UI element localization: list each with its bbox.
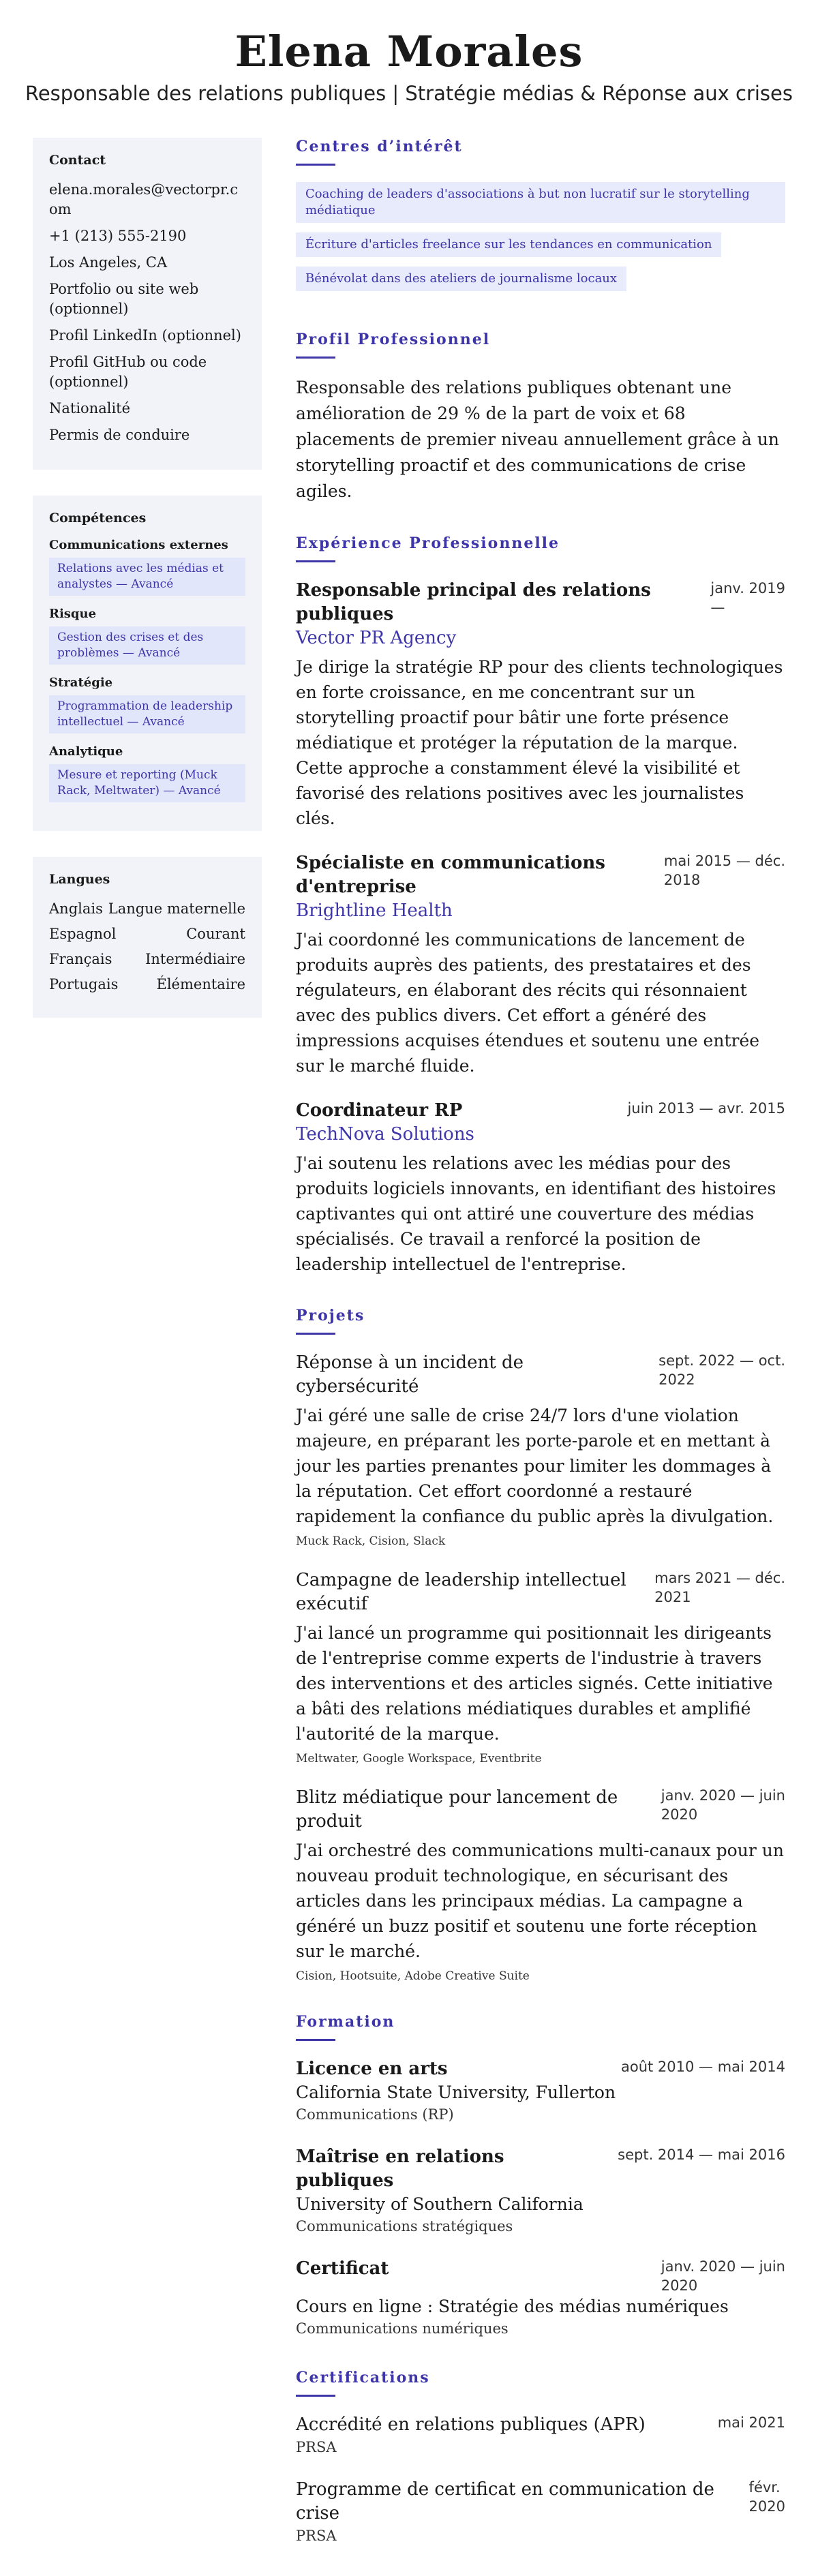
section-divider [296,560,335,562]
interests-section [296,138,785,301]
language-level: Élémentaire [156,976,245,993]
language-row [49,924,245,943]
project-name: Campagne de leadership intellectuel exécutif [296,1570,626,1615]
section-divider [296,357,335,359]
job-dates: juin 2013 — avr. 2015 [627,1100,785,1117]
skill-tag: Gestion des crises et des problèmes — Avancé [49,626,245,665]
project-description: J'ai orchestré des communications multi-canaux pour un nouveau produit technologique, en sécurisant des articles dans les principaux médias. La campagne a généré un buzz positif et soutenu une forte réception sur le marché. [296,1840,784,1962]
language-row [49,899,245,918]
education-dates: janv. 2020 — juin 2020 [661,2258,785,2294]
main-content [296,138,785,2576]
skill-tag: Relations avec les médias et analystes — Avancé [49,558,245,596]
project-dates: mars 2021 — déc. 2021 [654,1570,785,1606]
education-entry [296,2257,785,2339]
skill-group [49,607,245,665]
project-tools: Meltwater, Google Workspace, Eventbrite [296,1752,542,1766]
school-name: University of Southern California [296,2194,584,2215]
projects-section [296,1307,785,1983]
project-dates: sept. 2022 — oct. 2022 [658,1352,785,1389]
job-description: Je dirige la stratégie RP pour des clients technologiques en forte croissance, en me concentrant sur un storytelling proactif pour bâtir une forte présence médiatique et protéger la réputation de la marque. Cette approche a constamment élevé la visibilité et favorisé des relations positives avec les journalistes clés. [296,657,783,829]
project-tools: Cision, Hootsuite, Adobe Creative Suite [296,1969,530,1984]
education-entry [296,2145,785,2237]
project-entry [296,1569,785,1766]
school-name: California State University, Fullerton [296,2082,616,2103]
contact-list [49,180,245,445]
profile-summary: Responsable des relations publiques obtenant une amélioration de 29 % de la part de voix et 68 placements de premier niveau annuellement grâce à un storytelling proactif et des communications de crise agiles. [296,378,780,502]
skill-category: Risque [49,607,97,622]
section-title: Certifications [296,2369,430,2387]
project-dates: janv. 2020 — juin 2020 [661,1787,785,1823]
profile-section [296,331,785,504]
job-dates: mai 2015 — déc. 2018 [663,853,785,889]
contact-location: Los Angeles, CA [49,254,168,271]
language-level: Langue maternelle [108,900,245,918]
job-title: Responsable principal des relations publiques [296,580,651,625]
language-name: Portugais [49,976,119,993]
sidebar [33,138,262,2576]
contact-email[interactable]: elena.morales@vectorpr.com [49,181,239,218]
project-name: Réponse à un incident de cybersécurité [296,1352,524,1397]
certification-entry [296,2413,785,2457]
certification-name: Accrédité en relations publiques (APR) [296,2414,646,2436]
resume-header [0,0,818,105]
resume-body [0,138,818,2576]
section-divider [296,164,335,166]
language-row [49,950,245,969]
section-divider [296,2039,335,2041]
section-title: Expérience Professionnelle [296,534,560,553]
certifications-section [296,2369,785,2546]
interest-list [296,182,785,301]
contact-title: Contact [49,153,106,168]
candidate-name: Elena Morales [234,27,584,76]
language-level: Courant [186,926,245,943]
skills-card [33,496,262,831]
project-description: J'ai lancé un programme qui positionnait les dirigeants de l'entreprise comme experts de l'industrie à travers des interventions et des articles signés. Cette initiative a bâti des relations médiatiques durables et amplifié l'autorité de la marque. [296,1623,773,1744]
language-row [49,975,245,994]
education-section [296,2013,785,2339]
contact-card [33,138,262,470]
language-name: Français [49,951,112,968]
language-level: Intermédiaire [145,951,245,968]
education-dates: sept. 2014 — mai 2016 [618,2147,785,2164]
skill-group [49,538,245,596]
job-description: J'ai coordonné les communications de lancement de produits auprès des patients, des prestataires et des régulateurs, en élaborant des récits qui résonnaient avec des publics divers. Cet effort a généré des impressions acquises étendues et soutenu une entrée sur le marché fluide. [296,930,760,1076]
skill-group [49,676,245,733]
skill-category: Communications externes [49,538,228,553]
skill-tag: Mesure et reporting (Muck Rack, Meltwater) — Avancé [49,764,245,802]
job-title: Spécialiste en communications d'entreprise [296,853,605,898]
section-title: Projets [296,1307,365,1325]
section-divider [296,1333,335,1335]
field-of-study: Communications numériques [296,2320,509,2337]
section-title: Profil Professionnel [296,331,491,349]
experience-entry [296,851,785,1078]
interest-tag: Coaching de leaders d'associations à but non lucratif sur le storytelling médiatique [296,182,785,223]
company-name: Vector PR Agency [296,628,457,649]
experience-entry [296,579,785,831]
skill-category: Stratégie [49,676,113,691]
language-name: Espagnol [49,926,117,943]
skill-group [49,744,245,802]
contact-github[interactable]: Profil GitHub ou code (optionnel) [49,354,207,391]
interest-tag: Écriture d'articles freelance sur les tendances en communication [296,232,721,257]
skill-category: Analytique [49,744,123,759]
section-title: Centres d’intérêt [296,138,463,156]
skills-title: Compétences [49,511,147,526]
languages-card [33,857,262,1018]
company-name: TechNova Solutions [296,1124,474,1145]
degree-name: Maîtrise en relations publiques [296,2147,504,2192]
certification-issuer: PRSA [296,2439,337,2456]
job-title: Coordinateur RP [296,1100,463,1121]
field-of-study: Communications (RP) [296,2106,454,2123]
field-of-study: Communications stratégiques [296,2218,513,2235]
contact-phone[interactable]: +1 (213) 555-2190 [49,228,187,245]
degree-name: Licence en arts [296,2059,448,2080]
candidate-headline: Responsable des relations publiques | Stratégie médias & Réponse aux crises [25,82,793,106]
languages-title: Langues [49,872,110,888]
experience-entry [296,1099,785,1277]
project-tools: Muck Rack, Cision, Slack [296,1534,446,1549]
degree-name: Certificat [296,2258,389,2279]
certification-name: Programme de certificat en communication de crise [296,2479,714,2524]
contact-license: Permis de conduire [49,427,190,444]
education-dates: août 2010 — mai 2014 [620,2059,785,2076]
language-name: Anglais [49,900,103,918]
education-entry [296,2057,785,2125]
contact-portfolio[interactable]: Portfolio ou site web (optionnel) [49,281,199,318]
contact-linkedin[interactable]: Profil LinkedIn (optionnel) [49,327,241,344]
project-name: Blitz médiatique pour lancement de produit [296,1787,618,1832]
company-name: Brightline Health [296,900,453,922]
certification-issuer: PRSA [296,2528,337,2545]
certification-date: mai 2021 [717,2414,785,2431]
project-entry [296,1786,785,1983]
job-description: J'ai soutenu les relations avec les médias pour des produits logiciels innovants, en identifiant des histoires captivantes qui ont attiré une couverture des médias spécialisés. Ce travail a renforcé la position de leadership intellectuel de l'entreprise. [296,1153,776,1275]
school-name: Cours en ligne : Stratégie des médias numériques [296,2297,729,2317]
project-entry [296,1351,785,1548]
project-description: J'ai géré une salle de crise 24/7 lors d'une violation majeure, en préparant les porte-parole et en mettant à jour les parties prenantes pour limiter les dommages à la réputation. Cet effort coordonné a restauré rapidement la confiance du public après la divulgation. [296,1406,774,1527]
interest-tag: Bénévolat dans des ateliers de journalisme locaux [296,267,626,291]
job-dates: janv. 2019 — [710,580,785,616]
certification-date: févr. 2020 [748,2479,785,2515]
contact-nationality: Nationalité [49,400,131,417]
skill-tag: Programmation de leadership intellectuel — Avancé [49,695,245,733]
experience-section [296,534,785,1277]
certification-entry [296,2478,785,2546]
section-divider [296,2395,335,2397]
section-title: Formation [296,2013,395,2031]
